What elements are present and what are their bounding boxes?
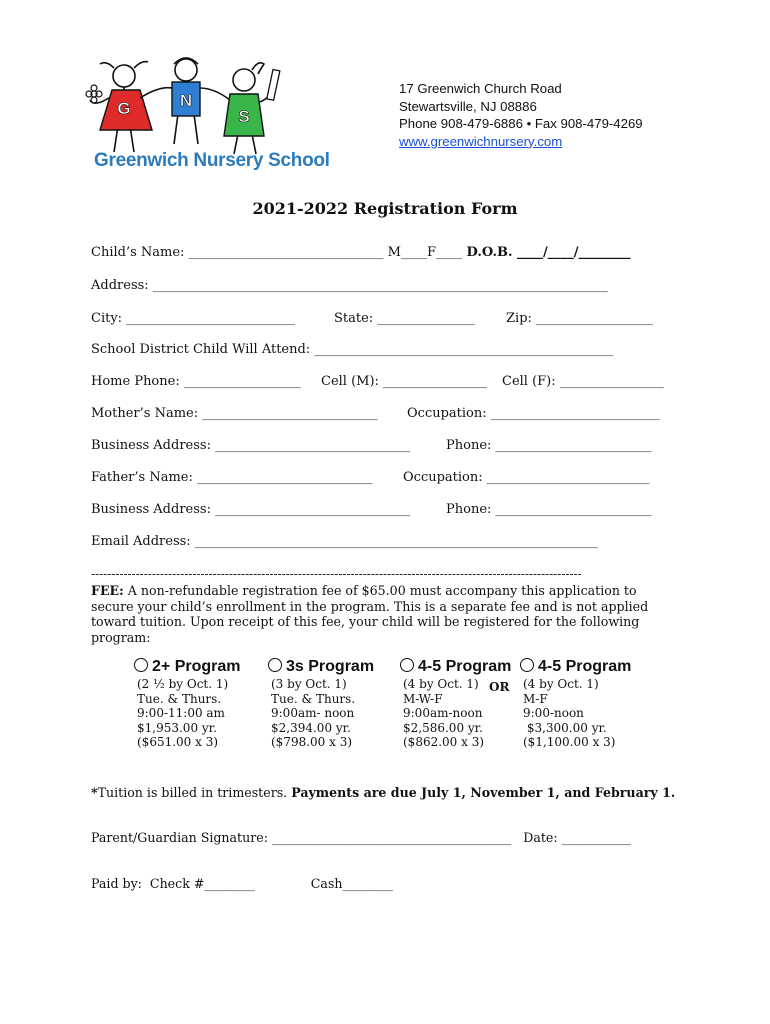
father-occupation-field: Occupation: _________________________ (403, 470, 650, 485)
program-detail: (4 by Oct. 1) (523, 677, 599, 691)
program-detail: Tue. & Thurs. (271, 691, 356, 706)
fee-paragraph (91, 583, 681, 645)
childs-name-field: Child’s Name: ______________________________ M____F____ (91, 245, 463, 260)
tuition-asterisk: * (91, 785, 98, 800)
contact-block (399, 80, 643, 150)
logo-letter-s: S (238, 107, 250, 126)
cell-m-field: Cell (M): ________________ (321, 374, 488, 389)
program-detail: (4 by Oct. 1) (403, 677, 479, 691)
fee-label: FEE: (91, 583, 124, 598)
payment-due-dates: Payments are due July 1, November 1, and February 1. (291, 785, 676, 800)
program-title: 4-5 Program (538, 658, 632, 675)
business-address-1-field: Business Address: ______________________________ (91, 438, 411, 453)
program-detail: ($1,100.00 x 3) (523, 735, 616, 750)
paid-by-row[interactable]: Paid by: Check #________ Cash________ (91, 876, 393, 891)
school-district-row[interactable] (91, 342, 681, 357)
radio-icon[interactable] (134, 658, 148, 672)
tuition-text: Tuition is billed in trimesters. (97, 785, 292, 800)
program-option-3s[interactable] (271, 657, 374, 750)
program-detail: 9:00am- noon (271, 706, 355, 721)
program-title: 2+ Program (152, 658, 241, 675)
flower-icon (86, 85, 102, 103)
program-detail: ($862.00 x 3) (403, 735, 485, 750)
program-title: 4-5 Program (418, 658, 512, 675)
or-label: OR (489, 680, 510, 694)
dob-field: D.O.B. ____/____/________ (462, 245, 631, 260)
program-detail: (2 ½ by Oct. 1) (137, 677, 229, 691)
program-detail: $1,953.00 yr. (137, 720, 217, 735)
childs-name-row[interactable] (91, 245, 681, 260)
program-option-2plus[interactable] (137, 657, 240, 750)
business-phone-2-field: Phone: ________________________ (446, 502, 652, 517)
zip-field: Zip: __________________ (506, 311, 654, 326)
phone-fax: Phone 908-479-6886 • Fax 908-479-4269 (399, 116, 643, 131)
program-detail: (3 by Oct. 1) (271, 677, 347, 691)
address-line-1: 17 Greenwich Church Road (399, 81, 562, 96)
home-phone-field: Home Phone: __________________ (91, 374, 301, 389)
email-address-field: Email Address: ______________________________________________________________ (91, 534, 598, 549)
program-detail: M-W-F (403, 691, 443, 706)
program-detail: ($798.00 x 3) (271, 735, 353, 750)
website-link[interactable]: www.greenwichnursery.com (399, 133, 563, 149)
program-option-4-5-mwf[interactable] (403, 657, 511, 750)
city-field: City: __________________________ (91, 311, 296, 326)
logo-letter-n: N (179, 91, 193, 110)
program-detail: $2,394.00 yr. (271, 720, 351, 735)
program-title: 3s Program (286, 658, 375, 675)
program-detail: 9:00am-noon (403, 706, 483, 721)
school-logo (84, 48, 294, 160)
logo-letter-g: G (117, 99, 131, 118)
father-name-field: Father’s Name: ___________________________ (91, 470, 373, 485)
divider: ------------------------------------------------------------------------------------------------------------------------- (91, 567, 582, 579)
radio-icon[interactable] (268, 658, 282, 672)
cell-f-field: Cell (F): ________________ (502, 374, 664, 389)
mother-occupation-field: Occupation: __________________________ (407, 406, 660, 421)
program-detail: M-F (523, 691, 548, 706)
business-phone-1-field: Phone: ________________________ (446, 438, 652, 453)
program-detail: $3,300.00 yr. (523, 720, 607, 735)
form-title: 2021-2022 Registration Form (252, 199, 518, 218)
address-row[interactable] (91, 278, 681, 293)
address-line-2: Stewartsville, NJ 08886 (399, 98, 537, 114)
radio-icon[interactable] (520, 658, 534, 672)
program-detail: 9:00-noon (523, 706, 584, 721)
state-field: State: _______________ (334, 311, 475, 326)
signature-date-row[interactable]: Parent/Guardian Signature: ______________________________________ Date: ___________ (91, 830, 631, 845)
program-option-4-5-mf[interactable] (523, 657, 631, 750)
program-detail: Tue. & Thurs. (137, 691, 222, 706)
email-row[interactable] (91, 534, 681, 549)
program-detail: 9:00-11:00 am (137, 706, 225, 721)
tuition-note (91, 785, 675, 800)
mother-name-field: Mother’s Name: ___________________________ (91, 406, 378, 421)
business-address-2-field: Business Address: ______________________________ (91, 502, 411, 517)
school-district-field: School District Child Will Attend: ______________________________________________ (91, 342, 614, 357)
crayon-icon (267, 69, 280, 100)
fee-text: A non-refundable registration fee of $65.00 must accompany this application to secure your child’s enrollment in the program. This is a separate fee and is not applied toward tuition. Upon receipt of this fee, your child will be registered for the following program: (91, 583, 649, 645)
radio-icon[interactable] (400, 658, 414, 672)
program-detail: $2,586.00 yr. (403, 720, 483, 735)
school-name: Greenwich Nursery School (94, 150, 330, 171)
program-detail: ($651.00 x 3) (137, 735, 219, 750)
address-field: Address: ______________________________________________________________________ (91, 278, 608, 293)
